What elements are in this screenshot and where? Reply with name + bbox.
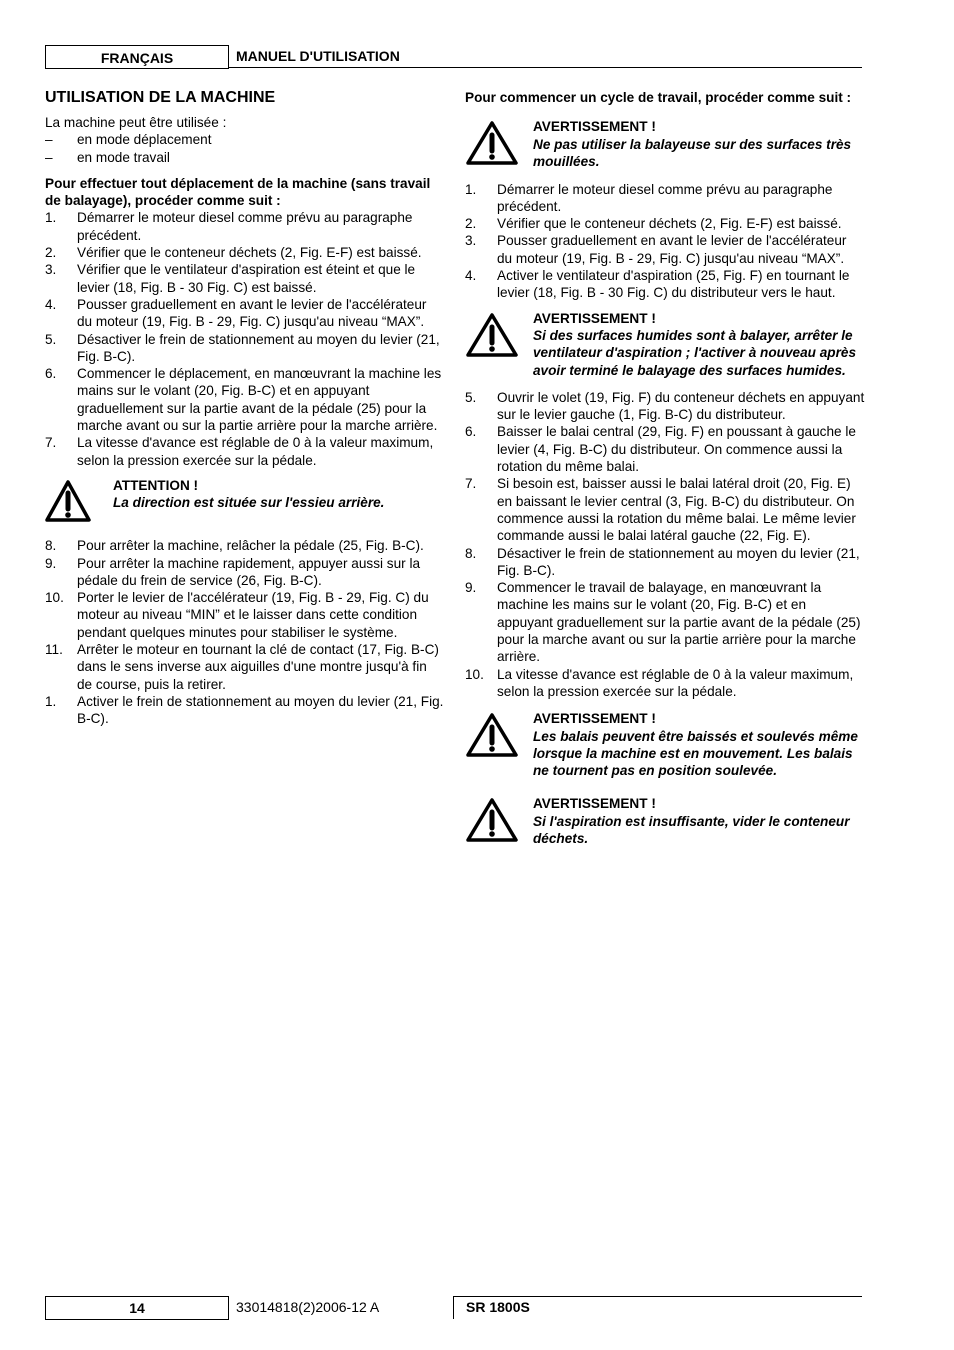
step-text: Vérifier que le ventilateur d'aspiration est éteint et que le levier (18, Fig. B - 30 Fig. C) est baissé. <box>77 262 416 295</box>
header-rule <box>228 67 862 68</box>
step-text: Démarrer le moteur diesel comme prévu au paragraphe précédent. <box>497 181 833 214</box>
step-number: 8. <box>45 538 57 554</box>
step-text: Pour arrêter la machine rapidement, appuyer aussi sur la pédale du frein de service (26, Fig. B-C). <box>77 555 421 588</box>
list-item <box>45 261 445 296</box>
list-item <box>45 434 445 469</box>
modes-list <box>45 131 445 166</box>
list-item <box>465 215 865 232</box>
page-header <box>45 45 862 68</box>
list-item <box>465 389 865 424</box>
section-title: UTILISATION DE LA MACHINE <box>45 89 276 106</box>
footer-separator <box>453 1296 454 1319</box>
step-text: La vitesse d'avance est réglable de 0 à la valeur maximum, selon la pression exercée sur la pédale. <box>497 666 854 699</box>
warning-triangle-icon <box>465 795 533 847</box>
step-number: 5. <box>465 389 477 405</box>
intro-text: La machine peut être utilisée : <box>45 115 227 130</box>
list-item <box>465 181 865 216</box>
step-text: Si besoin est, baisser aussi le balai latéral droit (20, Fig. E) en baissant le levier central (3, Fig. B-C) du distributeur. On commence aussi la rotation du même balai. Le même levier commande aussi le balai latéral gauche (22, Fig. E). <box>497 476 856 544</box>
list-item <box>45 555 445 590</box>
warning-triangle-icon <box>465 710 533 779</box>
list-item <box>45 244 445 261</box>
list-item <box>45 641 445 693</box>
step-text: Commencer le travail de balayage, en manœuvrant la machine les mains sur le volant (20, Fig. B-C) et en appuyant graduellement sur la partie avant de la pédale (25) pour la marche avant ou sur la partie arrière pour la marche arrière. <box>497 580 861 665</box>
attention-text: La direction est située sur l'essieu arrière. <box>113 495 385 511</box>
stop-steps-list <box>45 537 445 727</box>
step-number: 3. <box>45 262 57 278</box>
work-steps-list-b <box>465 389 865 700</box>
attention-box <box>45 477 445 527</box>
step-text: Vérifier que le conteneur déchets (2, Fig. E-F) est baissé. <box>497 216 842 232</box>
step-text: Démarrer le moteur diesel comme prévu au paragraphe précédent. <box>77 210 413 243</box>
right-column <box>465 89 865 858</box>
warning-heading: AVERTISSEMENT ! <box>533 796 656 812</box>
step-text: Ouvrir le volet (19, Fig. F) du conteneur déchets en appuyant sur le levier gauche (1, Fig. B-C) du distributeur. <box>497 389 865 423</box>
step-number: 10. <box>45 590 64 606</box>
step-number: 8. <box>465 545 477 561</box>
step-text: Commencer le déplacement, en manœuvrant la machine les mains sur le volant (20, Fig. B-C) et en appuyant graduellement sur la partie avant de la pédale (25) pour la marche avant ou sur la partie arrière pour la marche arrière. <box>77 366 442 434</box>
warning-box-3 <box>465 710 865 779</box>
list-item <box>45 331 445 366</box>
step-number: 7. <box>465 476 477 492</box>
left-column <box>45 88 445 728</box>
warning-triangle-icon <box>45 477 113 527</box>
work-steps-list-a <box>465 181 865 302</box>
step-text: Porter le levier de l'accélérateur (19, Fig. B - 29, Fig. C) du moteur au niveau “MIN” et le laisser dans cette condition pendant quelques minutes pour stabiliser le système. <box>77 590 429 640</box>
step-text: Vérifier que le conteneur déchets (2, Fig. E-F) est baissé. <box>77 245 422 261</box>
warning-text: Si l'aspiration est insuffisante, vider le conteneur déchets. <box>533 813 850 846</box>
step-number: 1. <box>465 181 477 197</box>
page-footer <box>45 1296 862 1320</box>
warning-box-1 <box>465 118 865 170</box>
list-item <box>45 589 445 641</box>
page-number: 14 <box>45 1296 229 1320</box>
step-text: Activer le frein de stationnement au moyen du levier (21, Fig. B-C). <box>77 693 444 727</box>
manual-title: MANUEL D'UTILISATION <box>236 48 400 64</box>
step-number: 4. <box>465 268 477 284</box>
list-item: – en mode déplacement <box>45 132 212 148</box>
model-name: SR 1800S <box>466 1299 530 1315</box>
step-number: 4. <box>45 296 57 312</box>
warning-text: Ne pas utiliser la balayeuse sur des surfaces très mouillées. <box>533 136 852 169</box>
attention-heading: ATTENTION ! <box>113 477 199 493</box>
document-code: 33014818(2)2006-12 A <box>236 1299 380 1315</box>
warning-heading: AVERTISSEMENT ! <box>533 711 656 727</box>
list-item <box>465 475 865 544</box>
travel-subheading: Pour effectuer tout déplacement de la machine (sans travail de balayage), procéder comme suit : <box>45 175 431 209</box>
step-text: Baisser le balai central (29, Fig. F) en poussant à gauche le levier (4, Fig. B-C) du distributeur. On commence aussi la rotation du même balai. <box>497 424 856 475</box>
language-label: FRANÇAIS <box>45 45 229 69</box>
step-number: 2. <box>465 216 477 232</box>
step-text: Activer le ventilateur d'aspiration (25, Fig. F) en tournant le levier (18, Fig. B - 30 Fig. C) du distributeur vers le haut. <box>497 268 850 301</box>
step-text: La vitesse d'avance est réglable de 0 à la valeur maximum, selon la pression exercée sur la pédale. <box>77 435 434 468</box>
step-number: 2. <box>45 245 57 261</box>
list-item <box>45 296 445 331</box>
step-number: 6. <box>45 366 57 382</box>
step-text: Désactiver le frein de stationnement au moyen du levier (21, Fig. B-C). <box>497 545 860 578</box>
list-item <box>465 579 865 665</box>
list-item <box>465 545 865 580</box>
work-subheading: Pour commencer un cycle de travail, procéder comme suit : <box>465 90 852 105</box>
list-item <box>45 365 445 434</box>
step-text: Pour arrêter la machine, relâcher la pédale (25, Fig. B-C). <box>77 538 424 554</box>
step-number: 7. <box>45 435 57 451</box>
step-number: 3. <box>465 233 477 249</box>
step-number: 1. <box>45 210 57 226</box>
step-text: Pousser graduellement en avant le levier de l'accélérateur du moteur (19, Fig. B - 29, Fig. C) jusqu'au niveau “MAX”. <box>77 296 427 330</box>
list-item <box>45 537 445 554</box>
step-text: Arrêter le moteur en tournant la clé de contact (17, Fig. B-C) dans le sens inverse aux aiguilles d'une montre jusqu'à fin de course, puis la retirer. <box>77 642 439 692</box>
step-number: 1. <box>45 693 57 709</box>
travel-steps-list <box>45 209 445 468</box>
warning-heading: AVERTISSEMENT ! <box>533 119 656 135</box>
list-item <box>45 209 445 244</box>
list-item <box>45 693 445 728</box>
step-number: 9. <box>45 555 57 571</box>
warning-box-4 <box>465 795 865 847</box>
warning-triangle-icon <box>465 118 533 170</box>
warning-heading: AVERTISSEMENT ! <box>533 310 656 326</box>
list-item: – en mode travail <box>45 149 170 165</box>
warning-text: Les balais peuvent être baissés et soulevés même lorsque la machine est en mouvement. Les balais ne tournent pas en position soulevée. <box>533 728 858 779</box>
step-number: 9. <box>465 580 477 596</box>
warning-box-2 <box>465 310 865 379</box>
step-text: Désactiver le frein de stationnement au moyen du levier (21, Fig. B-C). <box>77 331 440 364</box>
step-text: Pousser graduellement en avant le levier de l'accélérateur du moteur (19, Fig. B - 29, Fig. C) jusqu'au niveau “MAX”. <box>497 233 847 266</box>
warning-text: Si des surfaces humides sont à balayer, arrêter le ventilateur d'aspiration ; l'activer à nouveau après avoir terminé le balayage des surfaces humides. <box>533 327 857 378</box>
list-item <box>465 423 865 475</box>
warning-triangle-icon <box>465 310 533 379</box>
step-number: 11. <box>45 642 63 658</box>
list-item <box>465 232 865 267</box>
step-number: 10. <box>465 666 484 682</box>
step-number: 5. <box>45 331 57 347</box>
list-item <box>465 267 865 302</box>
list-item <box>465 666 865 701</box>
step-number: 6. <box>465 424 477 440</box>
